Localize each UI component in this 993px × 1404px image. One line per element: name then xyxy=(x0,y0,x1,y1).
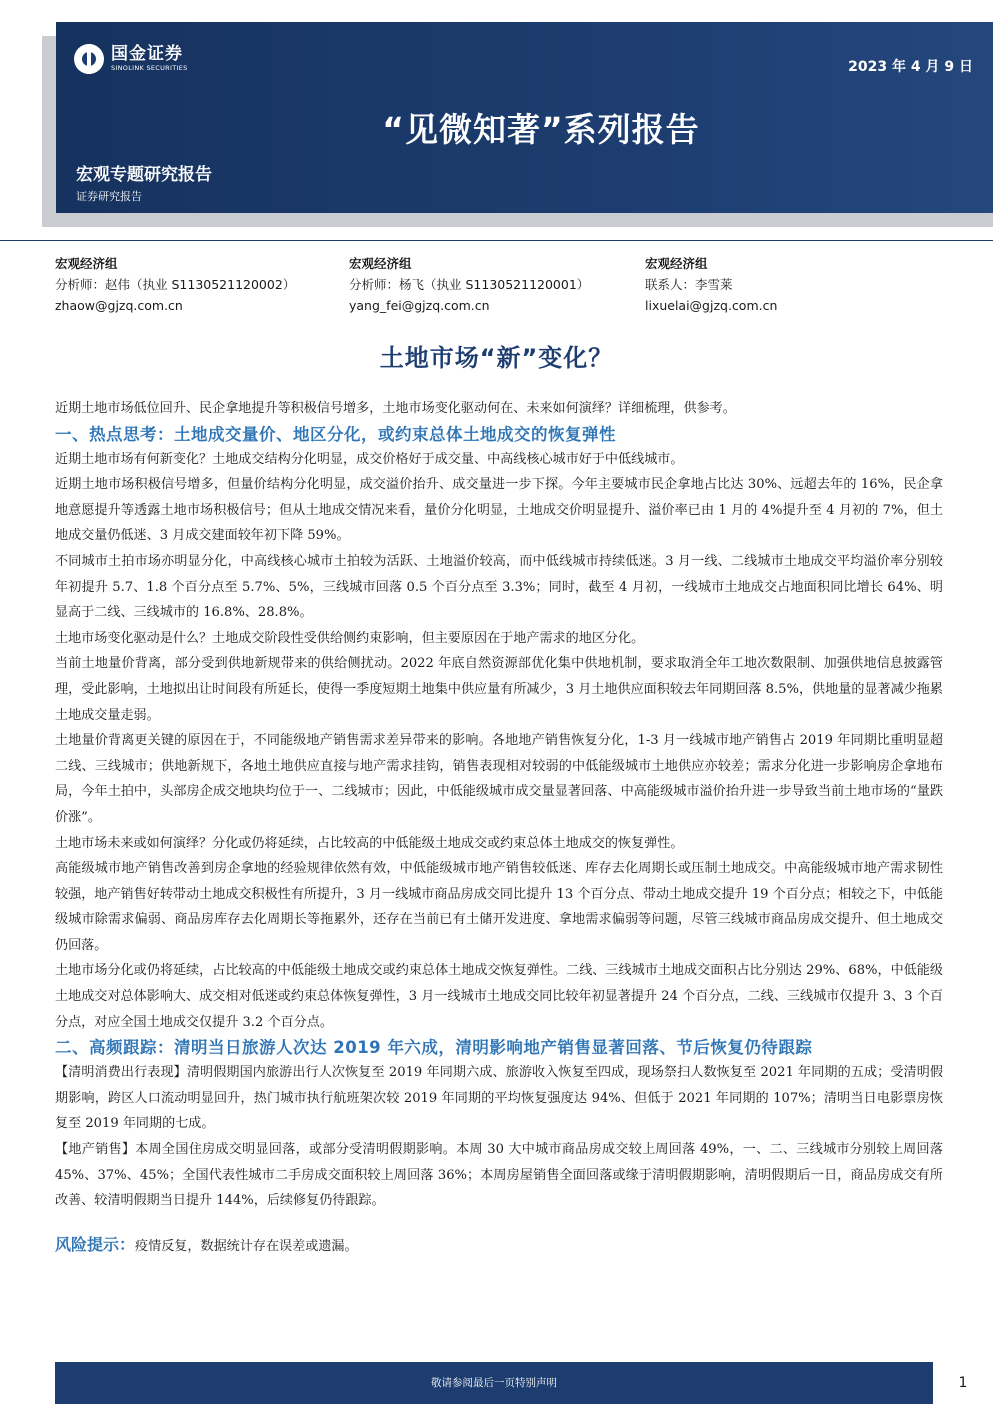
contact-name: 联系人：李雪莱 xyxy=(645,277,733,292)
series-title: “见微知著”系列报告 xyxy=(382,110,700,149)
body-paragraph: 土地市场分化或仍将延续，占比较高的中低能级土地成交或约束总体土地成交恢复弹性。二线、三线城市土地成交面积占比分别达 29%、68%，中低能级土地成交对总体影响大、成交相对低迷或约束总体恢复弹性，3 月一线城市土地成交同比较年初显著提升 24 个百分点，二线、三线城市仅提升 3、3 个百分点，对应全国土地成交仅提升 3.2 个百分点。 xyxy=(55,963,943,1030)
body-paragraph: 【清明消费出行表现】清明假期国内旅游出行人次恢复至 2019 年同期六成、旅游收入恢复至四成，现场祭扫人数恢复至 2021 年同期的五成；受清明假期影响，跨区人口流动明显回升，热门城市执行航班架次较 2019 年同期的平均恢复强度达 94%、但低于 2021 年同期的 107%；清明当日电影票房恢复至 2019 年同期的七成。 xyxy=(55,1065,943,1132)
logo-mark-icon xyxy=(74,44,104,74)
body-paragraph: 近期土地市场有何新变化？土地成交结构分化明显，成交价格好于成交量、中高线核心城市好于中低线城市。 xyxy=(55,451,684,467)
risk-warning xyxy=(55,1232,943,1260)
header-banner xyxy=(56,22,993,213)
body-paragraph: 高能级城市地产销售改善到房企拿地的经验规律依然有效，中低能级城市地产销售较低迷、库存去化周期长或压制土地成交。中高能级城市地产需求韧性较强，地产销售好转带动土地成交积极性有所提升，3 月一线城市商品房成交同比提升 13 个百分点、带动土地成交提升 19 个百分点；相较之下，中低能级城市除需求偏弱、商品房库存去化周期长等拖累外，还存在当前已有土储开发进度、拿地需求偏弱等问题，尽管三线城市商品房成交提升、但土地成交仍回落。 xyxy=(55,861,943,953)
analyst-email: yang_fei@gjzq.com.cn xyxy=(349,298,490,313)
body-paragraph: 近期土地市场积极信号增多，但量价结构分化明显，成交溢价抬升、成交量进一步下探。今年主要城市民企拿地占比达 30%、远超去年的 16%，民企拿地意愿提升等透露土地市场积极信号；但从土地成交情况来看，量价分化明显，土地成交价明显提升、溢价率已由 1 月的 4%提升至 4 月初的 7%，但土地成交量仍低迷、3 月成交建面较年初下降 59%。 xyxy=(55,477,943,544)
analyst-block xyxy=(645,253,777,316)
analyst-group: 宏观经济组 xyxy=(349,256,412,271)
company-logo xyxy=(74,44,188,74)
body-paragraph: 不同城市土拍市场亦明显分化，中高线核心城市土拍较为活跃、土地溢价较高，而中低线城市持续低迷。3 月一线、二线城市土地成交平均溢价率分别较年初提升 5.7、1.8 个百分点至 5.7%、5%，三线城市回落 0.5 个百分点至 3.3%；同时，截至 4 月初，一线城市土地成交占地面积同比增长 64%、明显高于二线、三线城市的 16.8%、28.8%。 xyxy=(55,553,943,621)
analyst-email: lixuelai@gjzq.com.cn xyxy=(645,298,778,313)
analyst-group: 宏观经济组 xyxy=(55,256,118,271)
report-subtype: 证券研究报告 xyxy=(76,190,142,203)
risk-label: 风险提示： xyxy=(55,1234,136,1254)
analyst-name: 分析师：赵伟（执业 S1130521120002） xyxy=(55,277,296,292)
analyst-group: 宏观经济组 xyxy=(645,256,708,271)
report-date: 2023 年 4 月 9 日 xyxy=(848,59,973,75)
body-paragraph: 【地产销售】本周全国住房成交明显回落，或部分受清明假期影响。本周 30 大中城市商品房成交较上周回落 49%，一、二、三线城市分别较上周回落 45%、37%、45%；全国代表性城市二手房成交面积较上周回落 36%；本周房屋销售全面回落或缘于清明假期影响，清明假期后一日，商品房成交有所改善、较清明假期当日提升 144%，后续修复仍待跟踪。 xyxy=(55,1142,943,1209)
report-type: 宏观专题研究报告 xyxy=(76,165,212,185)
analyst-info xyxy=(55,253,955,323)
body-paragraph: 当前土地量价背离，部分受到供地新规带来的供给侧扰动。2022 年底自然资源部优化集中供地机制，要求取消全年工地次数限制、加强供地信息披露管理，受此影响，土地拟出让时间段有所延长，使得一季度短期土地集中供应量有所减少，3 月土地供应面积较去年同期回落 8.5%，供地量的显著减少拖累土地成交量走弱。 xyxy=(55,656,943,723)
body-paragraph: 土地市场未来或如何演绎？分化或仍将延续，占比较高的中低能级土地成交或约束总体土地成交的恢复弹性。 xyxy=(55,835,684,851)
analyst-email: zhaow@gjzq.com.cn xyxy=(55,298,183,313)
footer-disclaimer: 敬请参阅最后一页特别声明 xyxy=(55,1362,933,1404)
analyst-block xyxy=(55,253,295,316)
analyst-name: 分析师：杨飞（执业 S1130521120001） xyxy=(349,277,590,292)
intro-paragraph: 近期土地市场低位回升、民企拿地提升等积极信号增多，土地市场变化驱动何在、未来如何演绎？详细梳理，供参考。 xyxy=(55,401,736,416)
risk-text: 疫情反复，数据统计存在误差或遗漏。 xyxy=(135,1238,358,1254)
analyst-block xyxy=(349,253,589,316)
body-paragraph: 土地量价背离更关键的原因在于，不同能级地产销售需求差异带来的影响。各地地产销售恢复分化，1-3 月一线城市地产销售占 2019 年同期比重明显超二线、三线城市；供地新规下，各地土地供应直接与地产需求挂钩，销售表现相对较弱的中低能级城市土地供应亦较差；需求分化进一步影响房企拿地布局，今年土拍中，头部房企成交地块均位于一、二线城市；因此，中低能级城市成交量显著回落、中高能级城市溢价抬升进一步导致当前土地市场的“量跌价涨”。 xyxy=(55,733,943,825)
page-number: 1 xyxy=(958,1375,968,1391)
logo-cn-text: 国金证券 xyxy=(111,44,183,64)
report-title: 土地市场“新”变化？ xyxy=(379,344,614,372)
report-body xyxy=(55,396,943,1259)
section-heading: 二、高频跟踪：清明当日旅游人次达 2019 年六成，清明影响地产销售显著回落、节后恢复仍待跟踪 xyxy=(55,1038,813,1058)
logo-en-text: SINOLINK SECURITIES xyxy=(111,64,188,72)
body-paragraph: 土地市场变化驱动是什么？土地成交阶段性受供给侧约束影响，但主要原因在于地产需求的地区分化。 xyxy=(55,630,645,646)
section-heading: 一、热点思考：土地成交量价、地区分化，或约束总体土地成交的恢复弹性 xyxy=(55,424,616,444)
header-divider xyxy=(0,240,993,241)
